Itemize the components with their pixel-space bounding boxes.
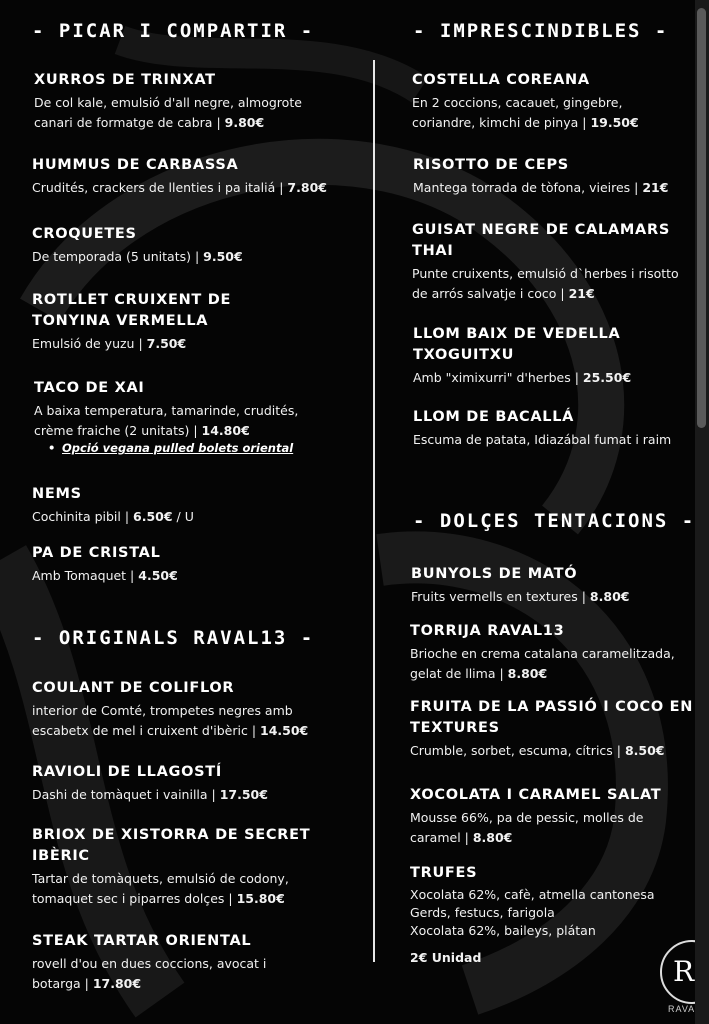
desc-line: A baixa temperatura, tamarinde, crudités,: [34, 403, 299, 418]
section-title-picar: - PICAR I COMPARTIR -: [32, 20, 315, 42]
item-description: [410, 644, 675, 684]
item-name: XOCOLATA I CARAMEL SALAT: [410, 787, 662, 803]
item-description: [410, 741, 693, 761]
menu-item: [412, 220, 679, 304]
item-price: 17.50€: [219, 787, 268, 802]
item-name: FRUITA DE LA PASSIÓ I COCO EN: [410, 699, 694, 715]
item-price: 21€: [642, 180, 669, 195]
item-name: COSTELLA COREANA: [412, 72, 590, 88]
desc-line: Crumble, sorbet, escuma, cítrics |: [410, 743, 625, 758]
item-description: [32, 178, 327, 198]
desc-line: Crudités, crackers de llenties i pa italiá |: [32, 180, 288, 195]
menu-item: [32, 825, 310, 909]
desc-line: Amb Tomaquet |: [32, 568, 139, 583]
item-price: 17.80€: [92, 976, 142, 991]
desc-line: Punte cruixents, emulsió d`herbes i risotto: [412, 266, 679, 281]
menu-item: [410, 697, 693, 761]
item-name: TRUFES: [410, 865, 478, 881]
item-name: TACO DE XAI: [34, 380, 145, 396]
desc-line: Amb "ximixurri" d'herbes |: [413, 370, 583, 385]
item-name: TXOGUITXU: [413, 347, 515, 363]
menu-item: [410, 621, 675, 684]
desc-line: de arrós salvatje i coco |: [412, 286, 569, 301]
menu-item: [34, 378, 298, 455]
vegan-option-note: • Opció vegana pulled bolets oriental: [62, 441, 298, 455]
menu-item: [413, 155, 668, 198]
item-name: GUISAT NEGRE DE CALAMARS: [412, 222, 670, 238]
item-description: [34, 93, 302, 133]
item-description: [34, 401, 298, 441]
item-price: 25.50€: [582, 370, 632, 385]
item-description: [32, 247, 243, 267]
logo-letter: R: [673, 955, 695, 988]
desc-line: interior de Comté, trompetes negres amb: [32, 703, 293, 718]
desc-line: Emulsió de yuzu |: [32, 336, 147, 351]
item-price: 14.80€: [201, 423, 250, 438]
scrollbar-thumb[interactable]: [697, 8, 706, 428]
section-title-imprescindibles: - IMPRESCINDIBLES -: [413, 20, 669, 42]
desc-line: De temporada (5 unitats) |: [32, 249, 204, 264]
menu-item: [34, 70, 302, 133]
desc-line: En 2 coccions, cacauet, gingebre,: [412, 95, 623, 110]
item-description: [32, 701, 308, 741]
desc-line: Xocolata 62%, baileys, plátan: [410, 923, 596, 938]
item-description: [32, 334, 231, 354]
item-price: 21€: [568, 286, 595, 301]
item-price: 8.80€: [589, 589, 630, 604]
desc-line: canari de formatge de cabra |: [34, 115, 225, 130]
item-price: 9.80€: [224, 115, 265, 130]
item-price: 7.50€: [146, 336, 187, 351]
item-price: 6.50€: [133, 509, 173, 524]
item-description: [32, 869, 310, 909]
item-name: BUNYOLS DE MATÓ: [411, 566, 578, 582]
desc-line: Cochinita pibil |: [32, 509, 134, 524]
item-description: [32, 566, 178, 586]
item-name: BRIOX DE XISTORRA DE SECRET: [32, 827, 311, 843]
item-name: COULANT DE COLIFLOR: [32, 680, 235, 696]
item-name: THAI: [412, 243, 454, 259]
menu-item: [412, 70, 639, 133]
item-name: XURROS DE TRINXAT: [34, 72, 216, 88]
menu-item: [32, 290, 231, 354]
section-title-dolces: - DOLÇES TENTACIONS -: [413, 510, 696, 532]
item-description: [412, 93, 639, 133]
desc-line: caramel |: [410, 830, 473, 845]
desc-line: De col kale, emulsió d'all negre, almogrote: [34, 95, 302, 110]
item-name: CROQUETES: [32, 226, 137, 242]
item-price: 2€ Unidad: [410, 950, 482, 965]
item-price: 8.50€: [624, 743, 665, 758]
item-name: LLOM BAIX DE VEDELLA: [413, 326, 621, 342]
desc-line: coriandre, kimchi de pinya |: [412, 115, 591, 130]
item-name: STEAK TARTAR ORIENTAL: [32, 933, 252, 949]
item-name: NEMS: [32, 486, 82, 502]
column-divider: [373, 60, 375, 962]
item-price: 8.80€: [507, 666, 548, 681]
desc-line: Gerds, festucs, farigola: [410, 905, 555, 920]
menu-item: [32, 931, 266, 994]
menu-item: [411, 564, 629, 607]
item-name: TEXTURES: [410, 720, 500, 736]
item-price: 9.50€: [203, 249, 243, 264]
menu-item: [410, 785, 661, 848]
item-price: 15.80€: [236, 891, 285, 906]
item-name: TORRIJA RAVAL13: [410, 623, 565, 639]
desc-line: Dashi de tomàquet i vainilla |: [32, 787, 220, 802]
item-price: 4.50€: [138, 568, 178, 583]
item-name: TONYINA VERMELLA: [32, 313, 209, 329]
item-name: LLOM DE BACALLÁ: [413, 409, 575, 425]
menu-item: [32, 484, 194, 527]
desc-line: gelat de llima |: [410, 666, 508, 681]
item-name: HUMMUS DE CARBASSA: [32, 157, 239, 173]
desc-line: Xocolata 62%, cafè, atmella cantonesa: [410, 887, 655, 902]
item-description: [410, 886, 655, 940]
menu-item: [32, 678, 308, 741]
item-name: RAVIOLI DE LLAGOSTÍ: [32, 764, 222, 780]
desc-line: Escuma de patata, Idiazábal fumat i raim: [413, 432, 672, 447]
logo-text: RAVA: [668, 1004, 696, 1014]
menu-item: [410, 863, 655, 968]
menu-item: [32, 543, 178, 586]
desc-line: Fruits vermells en textures |: [411, 589, 590, 604]
desc-line: crème fraiche (2 unitats) |: [34, 423, 202, 438]
desc-line: Mantega torrada de tòfona, vieires |: [413, 180, 643, 195]
item-name: PA DE CRISTAL: [32, 545, 161, 561]
desc-line: Mousse 66%, pa de pessic, molles de: [410, 810, 644, 825]
menu-item: [413, 407, 671, 450]
menu-item: [32, 762, 268, 805]
item-description: [32, 507, 194, 527]
item-name: IBÈRIC: [32, 848, 90, 864]
item-description: [32, 785, 268, 805]
item-description: [32, 954, 266, 994]
price-suffix: / U: [172, 509, 194, 524]
item-name: ROTLLET CRUIXENT DE: [32, 292, 232, 308]
desc-line: Brioche en crema catalana caramelitzada,: [410, 646, 675, 661]
item-name: RISOTTO DE CEPS: [413, 157, 569, 173]
item-price: 14.50€: [260, 723, 309, 738]
desc-line: botarga |: [32, 976, 93, 991]
section-title-originals: - ORIGINALS RAVAL13 -: [32, 627, 315, 649]
desc-line: escabetx de mel i cruixent d'ibèric |: [32, 723, 261, 738]
desc-line: Tartar de tomàquets, emulsió de codony,: [32, 871, 289, 886]
desc-line: rovell d'ou en dues coccions, avocat i: [32, 956, 267, 971]
item-description: [412, 264, 679, 304]
item-description: [411, 587, 629, 607]
menu-item: [32, 155, 327, 198]
item-description: [413, 368, 631, 388]
desc-line: tomaquet sec i piparres dolçes |: [32, 891, 237, 906]
item-description: [413, 178, 668, 198]
item-price: 8.80€: [472, 830, 513, 845]
item-description: [410, 808, 661, 848]
item-price: 19.50€: [590, 115, 639, 130]
item-price: 7.80€: [287, 180, 327, 195]
menu-item: [413, 324, 631, 388]
item-description: [413, 430, 671, 450]
menu-item: [32, 224, 243, 267]
